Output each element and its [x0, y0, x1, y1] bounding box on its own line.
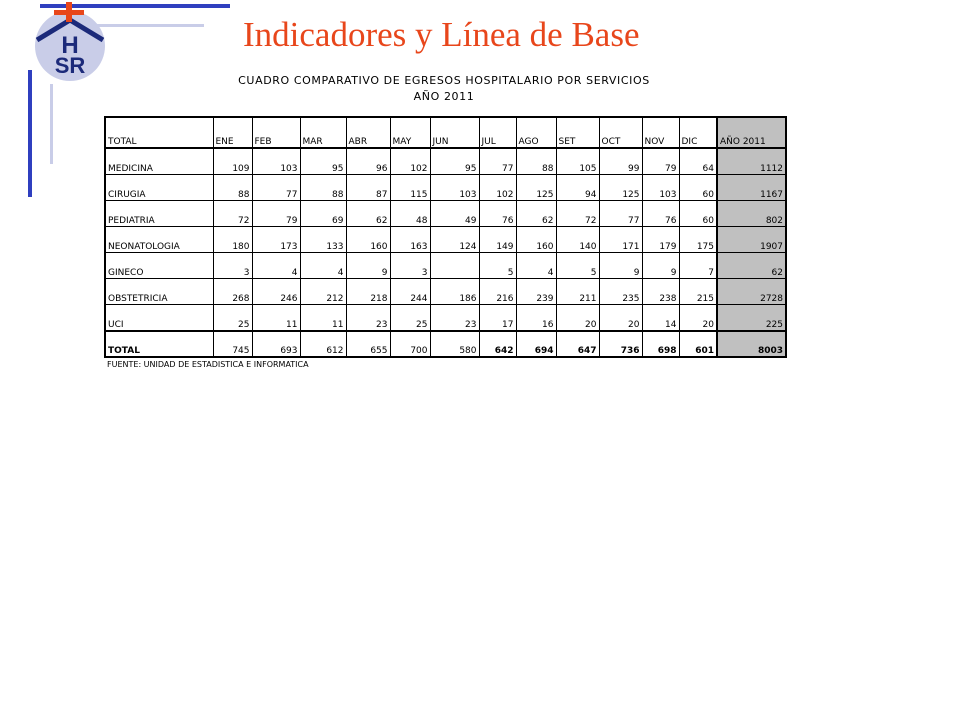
table-cell: 125	[516, 175, 556, 201]
table-cell: 115	[390, 175, 430, 201]
table-cell: 149	[479, 227, 516, 253]
table-cell: 175	[679, 227, 717, 253]
table-cell: 95	[430, 148, 479, 175]
table-source: FUENTE: UNIDAD DE ESTADISTICA E INFORMATICA	[107, 360, 309, 369]
header-cell: ABR	[346, 117, 390, 148]
table-cell: 64	[679, 148, 717, 175]
header-cell: ENE	[213, 117, 252, 148]
table-cell: 179	[642, 227, 679, 253]
table-cell: 49	[430, 201, 479, 227]
table-cell: 76	[479, 201, 516, 227]
table-cell: 88	[300, 175, 346, 201]
table-cell: 4	[516, 253, 556, 279]
table-total-row	[105, 331, 786, 357]
table-cell: 23	[346, 305, 390, 332]
table-cell: 105	[556, 148, 599, 175]
table-cell: 173	[252, 227, 300, 253]
table-cell: 125	[599, 175, 642, 201]
row-total-cell: 802	[717, 201, 786, 227]
egresos-table	[104, 116, 787, 358]
table-cell: 96	[346, 148, 390, 175]
table-cell: 268	[213, 279, 252, 305]
row-label: UCI	[105, 305, 213, 332]
table-header	[105, 117, 786, 148]
row-total-cell: 8003	[717, 331, 786, 357]
table-row	[105, 253, 786, 279]
table-cell: 9	[346, 253, 390, 279]
table-cell: 25	[390, 305, 430, 332]
table-cell: 79	[252, 201, 300, 227]
table-cell: 88	[213, 175, 252, 201]
table-cell: 601	[679, 331, 717, 357]
table-title-line1: CUADRO COMPARATIVO DE EGRESOS HOSPITALARIO POR SERVICIOS	[238, 74, 650, 87]
logo-bar-top-inner	[84, 24, 204, 27]
table-cell: 3	[213, 253, 252, 279]
table-cell: 693	[252, 331, 300, 357]
table-cell: 23	[430, 305, 479, 332]
table-row	[105, 305, 786, 332]
table-cell: 99	[599, 148, 642, 175]
slide-title: Indicadores y Línea de Base	[243, 15, 640, 54]
table-cell: 9	[642, 253, 679, 279]
table-cell: 16	[516, 305, 556, 332]
table-cell: 11	[300, 305, 346, 332]
table-cell: 103	[642, 175, 679, 201]
header-cell: MAY	[390, 117, 430, 148]
table-cell: 102	[479, 175, 516, 201]
table-cell: 72	[213, 201, 252, 227]
table-cell: 212	[300, 279, 346, 305]
logo-bar-left-inner	[50, 84, 53, 164]
table-cell: 218	[346, 279, 390, 305]
row-total-cell: 2728	[717, 279, 786, 305]
header-cell: SET	[556, 117, 599, 148]
header-cell: DIC	[679, 117, 717, 148]
table-cell: 133	[300, 227, 346, 253]
table-row	[105, 148, 786, 175]
table-cell: 20	[679, 305, 717, 332]
table-cell: 215	[679, 279, 717, 305]
table-cell: 87	[346, 175, 390, 201]
table-cell: 140	[556, 227, 599, 253]
table-cell: 694	[516, 331, 556, 357]
table-cell: 103	[430, 175, 479, 201]
table-cell: 238	[642, 279, 679, 305]
table-cell: 62	[516, 201, 556, 227]
table-cell: 48	[390, 201, 430, 227]
table-cell: 698	[642, 331, 679, 357]
table-cell: 69	[300, 201, 346, 227]
table-cell: 60	[679, 201, 717, 227]
row-label: NEONATOLOGIA	[105, 227, 213, 253]
table-cell: 76	[642, 201, 679, 227]
table-cell: 211	[556, 279, 599, 305]
table-cell: 700	[390, 331, 430, 357]
row-label: CIRUGIA	[105, 175, 213, 201]
table-cell: 160	[346, 227, 390, 253]
table-cell: 95	[300, 148, 346, 175]
table-cell: 180	[213, 227, 252, 253]
table-title-line2: AÑO 2011	[413, 89, 475, 103]
table-cell: 25	[213, 305, 252, 332]
table-row	[105, 279, 786, 305]
table-cell: 5	[479, 253, 516, 279]
header-cell-name: TOTAL	[105, 117, 213, 148]
logo-letters-sr: SR	[54, 53, 86, 78]
table-cell: 235	[599, 279, 642, 305]
row-label: MEDICINA	[105, 148, 213, 175]
table-cell: 124	[430, 227, 479, 253]
row-label: GINECO	[105, 253, 213, 279]
table-cell: 20	[599, 305, 642, 332]
table-cell: 17	[479, 305, 516, 332]
table-cell: 244	[390, 279, 430, 305]
table-cell: 3	[390, 253, 430, 279]
table-cell: 612	[300, 331, 346, 357]
row-total-cell: 62	[717, 253, 786, 279]
table-cell: 77	[252, 175, 300, 201]
row-total-cell: 1907	[717, 227, 786, 253]
table-cell	[430, 253, 479, 279]
table-cell: 11	[252, 305, 300, 332]
table-cell: 109	[213, 148, 252, 175]
table-cell: 88	[516, 148, 556, 175]
table-row	[105, 175, 786, 201]
table-cell: 20	[556, 305, 599, 332]
table-cell: 103	[252, 148, 300, 175]
row-label: TOTAL	[105, 331, 213, 357]
header-cell: MAR	[300, 117, 346, 148]
logo-letter-h: H	[61, 32, 79, 59]
row-label: OBSTETRICIA	[105, 279, 213, 305]
table-cell: 4	[300, 253, 346, 279]
table-cell: 7	[679, 253, 717, 279]
table-row	[105, 201, 786, 227]
table-cell: 239	[516, 279, 556, 305]
table-cell: 94	[556, 175, 599, 201]
row-total-cell: 1167	[717, 175, 786, 201]
header-cell: NOV	[642, 117, 679, 148]
table-cell: 60	[679, 175, 717, 201]
logo-cross-horizontal	[54, 10, 84, 15]
table-cell: 736	[599, 331, 642, 357]
table-cell: 186	[430, 279, 479, 305]
table-cell: 79	[642, 148, 679, 175]
table-cell: 62	[346, 201, 390, 227]
table-cell: 5	[556, 253, 599, 279]
table-cell: 655	[346, 331, 390, 357]
table-cell: 160	[516, 227, 556, 253]
table-cell: 163	[390, 227, 430, 253]
header-cell: OCT	[599, 117, 642, 148]
table-cell: 647	[556, 331, 599, 357]
table-cell: 77	[599, 201, 642, 227]
header-cell: FEB	[252, 117, 300, 148]
table-cell: 4	[252, 253, 300, 279]
table-cell: 216	[479, 279, 516, 305]
table-cell: 580	[430, 331, 479, 357]
table-row	[105, 227, 786, 253]
header-row	[105, 117, 786, 148]
logo-bar-left	[28, 70, 32, 197]
table-cell: 77	[479, 148, 516, 175]
table-cell: 14	[642, 305, 679, 332]
table-title	[104, 73, 784, 105]
row-total-cell: 225	[717, 305, 786, 332]
table-cell: 9	[599, 253, 642, 279]
header-cell: AGO	[516, 117, 556, 148]
table-cell: 246	[252, 279, 300, 305]
table-cell: 171	[599, 227, 642, 253]
table-cell: 72	[556, 201, 599, 227]
header-cell: JUL	[479, 117, 516, 148]
header-cell: JUN	[430, 117, 479, 148]
table-cell: 642	[479, 331, 516, 357]
row-label: PEDIATRIA	[105, 201, 213, 227]
table-body	[105, 148, 786, 357]
table-cell: 745	[213, 331, 252, 357]
header-cell: AÑO 2011	[717, 117, 786, 148]
row-total-cell: 1112	[717, 148, 786, 175]
table-cell: 102	[390, 148, 430, 175]
